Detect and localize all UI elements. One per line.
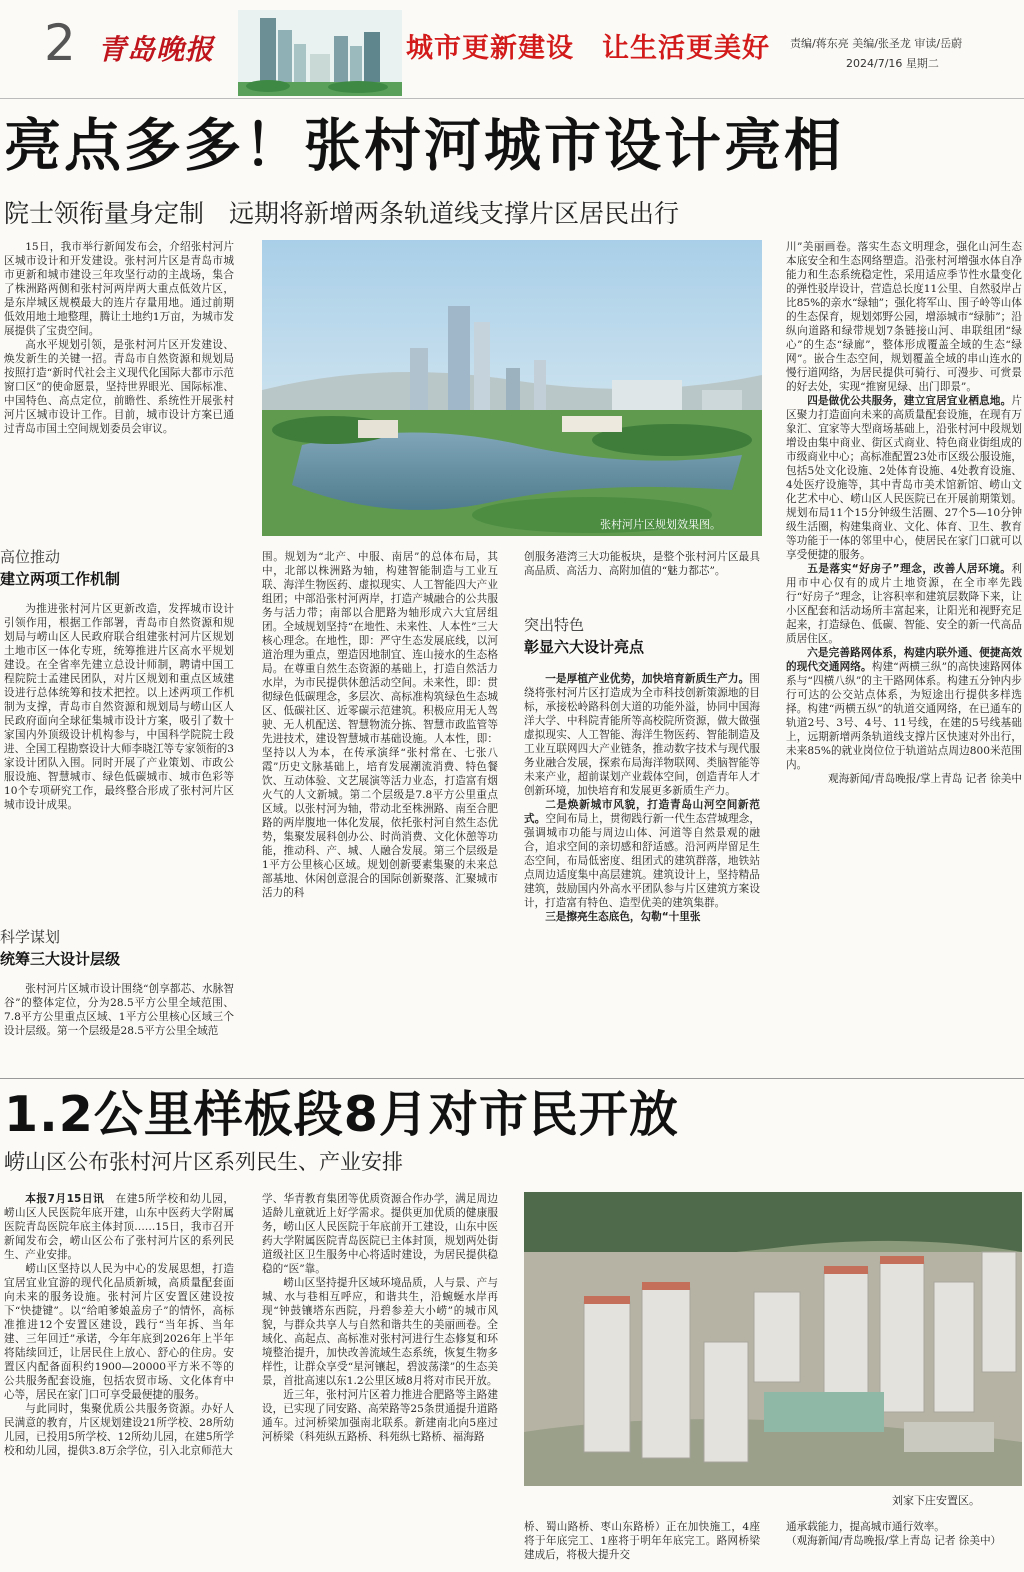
section-heading: 彰显六大设计亮点 bbox=[524, 638, 645, 656]
issue-date: 2024/7/16 星期二 bbox=[846, 57, 939, 70]
article2-column4 bbox=[786, 1520, 1022, 1570]
lead-phrase: 一是厚植产业优势，加快培育新质生产力。 bbox=[545, 673, 750, 685]
city-rendering-illustration bbox=[262, 240, 762, 536]
article1-column4 bbox=[786, 240, 1022, 1070]
article-divider bbox=[0, 1078, 1024, 1079]
photo-caption: 刘家下庄安置区。 bbox=[892, 1494, 980, 1507]
article2-column1 bbox=[4, 1192, 234, 1570]
article2-subheadline: 崂山区公布张村河片区系列民生、产业安排 bbox=[4, 1150, 403, 1174]
paragraph bbox=[786, 394, 1022, 562]
article1-headline: 亮点多多！张村河城市设计亮相 bbox=[4, 113, 844, 179]
paragraph-text: 构建“两横三纵”的高快速路网体系与“四横八纵”的主干路网体系。构建五分钟内步行可达的公交站点体系，为短途出行提供多样选择。构建“两横五纵”的轨道交通网络，在已通车的轨道2号、3号、4号、11号线，在建的5号线基础上，远期新增两条轨道线支撑片区快速对外出行，未来85%的就业岗位位于轨道站点周边800米范围内。 bbox=[786, 661, 1022, 771]
masthead-divider bbox=[0, 98, 1024, 99]
article2-column3 bbox=[524, 1520, 760, 1570]
paragraph: 创服务港湾三大功能板块，是整个张村河片区最具高品质、高活力、高附加值的“魅力都芯”。 bbox=[524, 551, 760, 577]
paragraph: 为推进张村河片区更新改造，发挥城市设计引领作用，根据工作部署，青岛市自然资源和规划局与崂山区人民政府联合组建张村河片区规划土地市区一体化专班，统筹推进片区高水平规划建设。在全省率先建立总设计师制，聘请中国工程院院士孟建民团队，对片区规划和重点区域建设进行总体统筹和技术把控。以上述两项工作机制为支撑，青岛市自然资源和规划局与崂山区人民政府面向全球征集城市设计方案，吸引了数十家国内外顶级设计机构参与，中国科学院院士段进、全国工程勘察设计大师李晓江等专家领衔的3家设计团队入围。同时开展了产业策划、市政公服设施、智慧城市、绿色低碳城市、城市色彩等10个专项研究工作，最终整合形成了张村河片区城市设计成果。 bbox=[4, 603, 234, 811]
page-number: 2 bbox=[44, 14, 76, 72]
paragraph: 近三年，张村河片区着力推进合肥路等主路建设，已实现了同安路、高荣路等25条贯通提升道路通车。过河桥梁加强南北联系。新建南北向5座过河桥梁（科苑纵五路桥、科苑纵七路桥、福海路 bbox=[262, 1389, 498, 1443]
paragraph bbox=[524, 672, 760, 798]
resettlement-area-photo bbox=[524, 1192, 1022, 1486]
section-heading: 建立两项工作机制 bbox=[0, 570, 121, 588]
paragraph: 高水平规划引领，是张村河片区开发建设、焕发新生的关键一招。青岛市自然资源和规划局按照打造“新时代社会主义现代化国际大都市示范窗口区”的使命愿景，坚持世界眼光、国际标准、中国特色、高点定位，前瞻性、系统性开展张村河片区城市设计工作。目前，城市设计方案已通过青岛市国土空间规划委员会审议。 bbox=[4, 339, 234, 435]
article1-subheadline: 院士领衔量身定制 远期将新增两条轨道线支撑片区居民出行 bbox=[4, 199, 680, 228]
article1-column3-top bbox=[524, 550, 760, 598]
byline: （观海新闻/青岛晚报/掌上青岛 记者 徐美中） bbox=[786, 1535, 1002, 1547]
paragraph: 桥、蜀山路桥、枣山东路桥）正在加快施工，4座将于年底完工、1座将于明年年底完工。路网桥梁建成后，将极大提升交 bbox=[524, 1521, 760, 1561]
lead-phrase: 五是落实“好房子”理念，改善人居环境。 bbox=[807, 563, 1012, 575]
column-slogan: 城市更新建设 让生活更美好 bbox=[406, 33, 770, 64]
section-tag: 突出特色 bbox=[524, 616, 585, 634]
article1-intro bbox=[4, 240, 234, 535]
paragraph-text: 片区聚力打造面向未来的高质量配套设施，在现有万象汇、宜家等大型商场基础上，沿张村河中段规划增设由集中商业、街区式商业、特色商业街组成的市级商业中心；高标准配置23处市区级公服设施，包括5处文化设施、2处体育设施、4处教育设施、4处医疗设施等，其中青岛市美术馆新馆、崂山文化艺术中心、崂山区人民医院已在开展前期策划。规划布局11个15分钟级生活圈、27个5—10分钟级生活圈，构建集商业、文化、体育、卫生、教育等功能于一体的邻里中心，使居民在家门口就可以享受便捷的服务。 bbox=[786, 395, 1022, 561]
paragraph: 崂山区坚持以人民为中心的发展思想，打造宜居宜业宜游的现代化品质新城，高质量配套面向未来的服务设施。张村河片区安置区建设按下“快捷键”。以“给咱爹娘盖房子”的情怀，高标准推进12个安置区建设，践行“当年拆、当年建、三年回迁”承诺，今年年底到2026年上半年将陆续回迁，让居民住上放心、舒心的住房。安置区内配备面积约1900—20000平方米不等的公共服务配套设施，包括农贸市场、文化体育中心等，居民在家门口可享受最便捷的服务。 bbox=[4, 1263, 234, 1401]
paragraph: 15日，我市举行新闻发布会，介绍张村河片区城市设计和开发建设。张村河片区是青岛市城市更新和城市建设三年攻坚行动的主战场，集合了株洲路两侧和张村河两岸两大重点低效片区，是东岸城区规模最大的连片存量用地。通过前期低效用地土地整理，腾让土地约1万亩，为城市发展提供了宝贵空间。 bbox=[4, 241, 234, 337]
article1-section2-body bbox=[4, 982, 234, 1068]
paragraph bbox=[786, 646, 1022, 772]
section-tag: 科学谋划 bbox=[0, 928, 61, 946]
paragraph: 张村河片区城市设计围绕“创享都芯、水脉智谷”的整体定位，分为28.5平方公里全域范围、7.8平方公里重点区域、1平方公里核心区域三个设计层级。第一个层级是28.5平方公里全域范 bbox=[4, 983, 234, 1037]
aerial-photo-illustration bbox=[524, 1192, 1022, 1486]
paragraph bbox=[4, 1192, 234, 1262]
lead-phrase: 四是做优公共服务，建立宜居宜业栖息地。 bbox=[807, 395, 1012, 407]
article1-section1-body bbox=[4, 602, 234, 920]
newspaper-logo: 青岛晚报 bbox=[98, 33, 215, 66]
article2-headline: 1.2公里样板段8月对市民开放 bbox=[4, 1086, 679, 1143]
paragraph: 学、华青教育集团等优质资源合作办学，满足周边适龄儿童就近上好学需求。提供更加优质的健康服务，崂山区人民医院于年底前开工建设，山东中医药大学附属医院青岛医院已主体封顶，规划两处街道级社区卫生服务中心将适时建设，为居民提供稳稳的“医”靠。 bbox=[262, 1193, 498, 1275]
article1-column2 bbox=[262, 550, 498, 1065]
editor-credits: 责编/蒋东亮 美编/张圣龙 审读/岳蔚 bbox=[790, 37, 963, 50]
paragraph: 与此同时，集聚优质公共服务资源。办好人民满意的教育，片区规划建设21所学校、28所幼儿园，已投用5所学校、12所幼儿园，在建5所学校和幼儿园，提供3.8万余学位，引入北京师范大 bbox=[4, 1403, 234, 1457]
paragraph: 通承载能力，提高城市通行效率。 bbox=[786, 1521, 945, 1533]
section-tag: 高位推动 bbox=[0, 548, 61, 566]
paragraph-text: 空间布局上，贯彻践行新一代生态营城理念，强调城市功能与周边山体、河道等自然景观的融合，追求空间的亲切感和舒适感。沿河两岸留足生态空间，布局低密度、组团式的建筑群落，地铁站点周边适度集中高层建筑。建筑设计上，坚持精品建筑，鼓励国内外高水平团队参与片区建筑方案设计，打造富有特色、造型优美的建筑集群。 bbox=[524, 813, 760, 909]
photo-caption: 张村河片区规划效果图。 bbox=[600, 518, 721, 531]
city-rendering-photo bbox=[262, 240, 762, 536]
paragraph: 围。规划为“北产、中服、南居”的总体布局，其中，北部以株洲路为轴，构建智能制造与工业互联、海洋生物医药、虚拟现实、人工智能四大产业组团；中部沿张村河两岸，打造产城融合的公共服务与活力带；南部以合肥路为轴形成六大宜居组团。全域规划坚持“在地性、未来性、人本性”三大核心理念。在地性，即：严守生态发展底线，以河道治理为重点，塑造因地制宜、连山接水的生态格局。在尊重自然生态资源的基础上，打造自然活力水岸，为市民提供休憩活动空间。未来性，即：贯彻绿色低碳理念，多层次、高标准构筑绿色生态城区、低碳社区、近零碳示范建筑。积极应用无人驾驶、无人机配送、智慧物流分拣、智慧市政监管等先进技术，建设智慧城市基础设施。人本性，即：坚持以人为本，在传承演绎“张村常在、七张八霞”历史文脉基础上，培育发展潮流消费、特色餐饮、互动体验、文艺展演等活力业态，打造富有烟火气的人文新城。第二个层级是7.8平方公里重点区域。以张村河为轴，带动北至株洲路、南至合肥路的两岸腹地一体化发展，依托张村河自然生态优势，集聚发展科创办公、时尚消费、文化休憩等功能，推动科、产、城、人融合发展。第三个层级是1平方公里核心区域。规划创新要素集聚的未来总部基地、休闲创意混合的国际创新聚落、汇聚城市活力的科 bbox=[262, 551, 498, 899]
paragraph-text: 围绕将张村河片区打造成为全市科技创新策源地的目标，承接松岭路科创大道的功能外溢，协同中国海洋大学、中科院青能所等高校院所资源，做大做强虚拟现实、人工智能、海洋生物医药、智能制造及工业互联网四大产业链条，推动数字技术与现代服务业融合发展，探索布局海洋物联网、类脑智能等未来产业，超前谋划产业载体空间，创造青年人才创新环境，加快培育和发展更多新质生产力。 bbox=[524, 673, 760, 797]
paragraph-text: 在建5所学校和幼儿园，崂山区人民医院年底开建，山东中医药大学附属医院青岛医院年底主体封顶……15日，我市召开新闻发布会，崂山区公布了张村河片区的系列民生、产业安排。 bbox=[4, 1193, 234, 1261]
lead-phrase: 三是擦亮生态底色，勾勒“十里张 bbox=[545, 911, 701, 923]
section-heading: 统筹三大设计层级 bbox=[0, 950, 121, 968]
city-skyline-illustration bbox=[238, 10, 402, 96]
article1-section3-body bbox=[524, 672, 760, 1066]
paragraph bbox=[524, 910, 760, 924]
paragraph bbox=[786, 562, 1022, 646]
paragraph bbox=[524, 798, 760, 910]
lead-phrase: 二是焕新城市风貌，打造青岛山河空间新范式。 bbox=[524, 799, 760, 825]
article2-column2 bbox=[262, 1192, 498, 1570]
dateline: 本报7月15日讯 bbox=[25, 1193, 105, 1205]
paragraph: 崂山区坚持提升区域环境品质，人与景、产与城、水与巷相互呼应，和谐共生，沿蜿蜒水岸再现“钟鼓镶塔东西院，丹碧参差大小崂”的城市风貌，与群众共享人与自然和谐共生的美丽画卷。全域化、高起点、高标准对张村河进行生态修复和环境整治提升，加快改善流域生态系统，恢复生物多样性，让群众享受“星河镶起，碧波荡漾”的生态美景，首批高速以东1.2公里区域8月将对市民开放。 bbox=[262, 1277, 498, 1387]
paragraph-text: 利用市中心仅有的成片土地资源，在全市率先践行“好房子”理念，让容积率和建筑层数降下来，让小区配套和活动场所丰富起来，让阳光和视野充足起来，打造绿色、低碳、智能、安全的新一代高品质居住区。 bbox=[786, 563, 1022, 645]
byline: 观海新闻/青岛晚报/掌上青岛 记者 徐美中 bbox=[828, 773, 1022, 785]
lead-phrase: 六是完善路网体系，构建内联外通、便捷高效的现代交通网络。 bbox=[786, 647, 1022, 673]
paragraph: 川”美丽画卷。落实生态文明理念，强化山河生态本底安全和生态网络塑造。沿张村河增强水体自净能力和生态系统稳定性，采用适应季节性水量变化的弹性驳岸设计，营造总长度11公里、自然驳岸占比85%的亲水“绿轴”；强化将军山、围子岭等山体的生态保育，规划郊野公园，增添城市“绿肺”；沿纵向道路和绿带规划7条链接山河、串联组团“绿心”的生态“绿廊”，整体形成覆盖全域的生态“绿网”。嵌合生态空间，规划覆盖全域的串山连水的慢行道网络，为居民提供可骑行、可漫步、可赏景的好去处，实现“推窗见绿、出门即景”。 bbox=[786, 241, 1022, 393]
